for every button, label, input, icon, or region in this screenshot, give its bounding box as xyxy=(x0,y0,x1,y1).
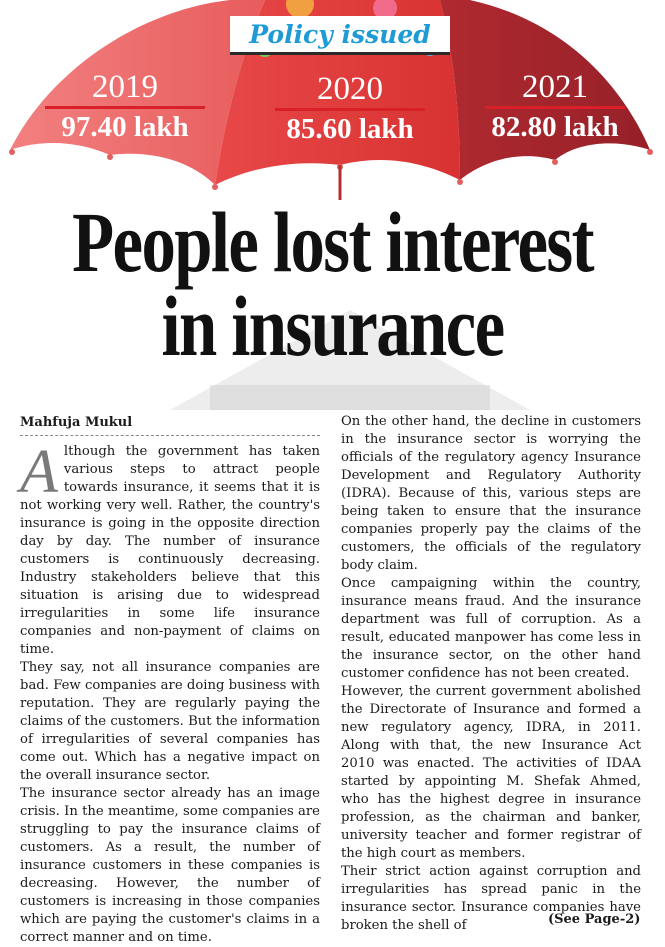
stat-value: 97.40 lakh xyxy=(61,111,189,143)
article-paragraph: On the other hand, the decline in customers in the insurance sector is worrying the officials of the regulatory agency Insurance Development and Regulatory Authority (IDRA). Because of this, various steps are being taken to ensure that the insurance companies properly pay the claims of the customers, the officials of the regulatory body claim. xyxy=(341,414,641,573)
article-paragraph: The insurance sector already has an image crisis. In the meantime, some companies are struggling to pay the insurance claims of customers. As a result, the number of insurance customers in these companies is decreasing. However, the number of customers is increasing in those companies which are paying the customer's claims in a correct manner and on time. xyxy=(20,786,320,945)
byline-divider xyxy=(20,435,320,436)
continued-link[interactable]: (See Page-2) xyxy=(548,912,641,927)
headline-line-1: People lost interest xyxy=(72,194,593,290)
headline-line-2: in insurance xyxy=(161,278,504,374)
article-paragraph: They say, not all insurance companies are bad. Few companies are doing business with reputation. They are regularly paying the claims of the customers. But the information of irregularities of several companies has come out. Which has a negative impact on the overall insurance sector. xyxy=(20,660,320,783)
page-title xyxy=(67,194,599,374)
dropcap: A xyxy=(20,438,58,506)
stat-year: 2021 xyxy=(485,70,625,109)
paragraph-text: lthough the government has taken various steps to attract people towards insurance, it seems that it is not working very well. Rather, the country's insurance is going in the opposite direction day by day. The number of insurance customers is continuously decreasing. Industry stakeholders believe that this situation is arising due to widespread irregularities in some life insurance companies and non-payment of claims on time. xyxy=(20,444,320,657)
stat-year: 2020 xyxy=(275,72,425,111)
stat-year: 2019 xyxy=(45,70,205,109)
stat-2019 xyxy=(45,70,205,145)
article-paragraph: However, the current government abolished the Directorate of Insurance and formed a new regulatory agency, IDRA, in 2011. Along with that, the new Insurance Act 2010 was enacted. The activities of IDAA started by appointing M. Shefak Ahmed, who has the highest degree in insurance profession, as the chairman and banker, university teacher and former registrar of the high court as members. xyxy=(341,684,641,861)
policy-issued-badge: Policy issued xyxy=(230,16,450,55)
article-column-1 xyxy=(20,438,320,947)
article-paragraph xyxy=(20,438,320,659)
article-paragraph: Their strict action against corruption and irregularities has spread panic in the insurance sector. Insurance companies have broken the shell of xyxy=(341,864,641,933)
stat-2021 xyxy=(485,70,625,145)
byline: Mahfuja Mukul xyxy=(20,415,133,430)
stat-2020 xyxy=(275,72,425,147)
article-column-2 xyxy=(341,413,641,935)
stat-value: 85.60 lakh xyxy=(286,113,414,145)
article-paragraph: Once campaigning within the country, insurance means fraud. And the insurance department was full of corruption. As a result, educated manpower has come less in the insurance sector, on the other hand customer confidence has not been created. xyxy=(341,576,641,681)
stat-value: 82.80 lakh xyxy=(491,111,619,143)
